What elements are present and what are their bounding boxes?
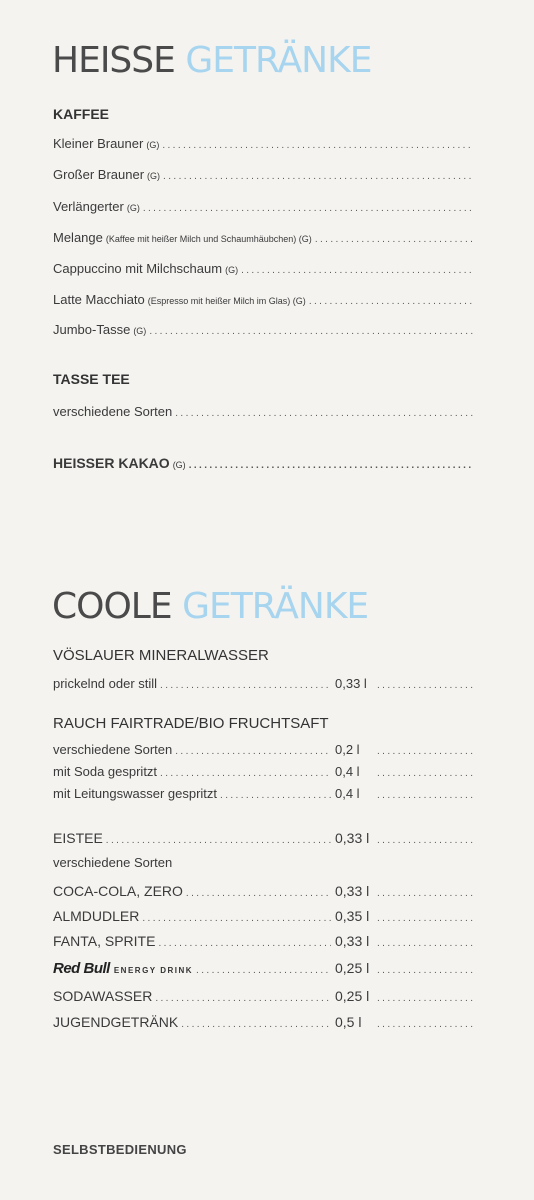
leader-dots [220,790,331,801]
leader-dots [377,938,473,949]
leader-dots [377,993,473,1004]
drink-item: SODAWASSER ..... 0,25 l ..... [53,988,473,1004]
drink-item: JUGENDGETRÄNK ..... 0,5 l ..... [53,1014,473,1030]
leader-dots [142,913,331,924]
menu-item: Latte Macchiato (Espresso mit heißer Milch im Glas) (G) ..... [53,292,473,307]
leader-dots [186,888,331,899]
drink-item: mit Leitungswasser gespritzt ..... 0,4 l ..... [53,786,473,801]
menu-item: Melange (Kaffee mit heißer Milch und Schaumhäubchen) (G) ..... [53,230,473,245]
leader-dots [160,680,331,691]
leader-dots [149,326,473,337]
leader-dots [143,203,473,214]
leader-dots [309,296,473,307]
leader-dots [189,460,473,471]
leader-dots [181,1019,331,1030]
kaffee-heading: KAFFEE [53,106,109,122]
tee-heading: TASSE TEE [53,371,130,387]
leader-dots [158,938,331,949]
leader-dots [155,993,331,1004]
redbull-item: Red Bull ENERGY DRINK ..... 0,25 l ..... [53,960,473,977]
leader-dots [315,234,473,245]
drink-item: FANTA, SPRITE ..... 0,33 l ..... [53,933,473,949]
drink-item: prickelnd oder still ..... 0,33 l ..... [53,676,473,691]
drink-item: verschiedene Sorten ..... 0,2 l ..... [53,742,473,757]
leader-dots [377,768,473,779]
voeslauer-heading: VÖSLAUER MINERALWASSER [53,647,269,664]
hot-drinks-title: HEISSE GETRÄNKE [52,40,372,81]
menu-item: Cappuccino mit Milchschaum (G) ..... [53,261,473,276]
leader-dots [377,888,473,899]
menu-item: Jumbo-Tasse (G) ..... [53,322,473,337]
menu-item: Kleiner Brauner (G) ..... [53,136,473,151]
leader-dots [377,835,473,846]
leader-dots [377,965,473,976]
drink-item: mit Soda gespritzt ..... 0,4 l ..... [53,764,473,779]
rauch-heading: RAUCH FAIRTRADE/BIO FRUCHTSAFT [53,715,329,732]
cool-drinks-title: COOLE GETRÄNKE [52,586,369,627]
leader-dots [377,913,473,924]
redbull-logo: Red Bull ENERGY DRINK [53,960,194,977]
leader-dots [162,140,473,151]
leader-dots [377,1019,473,1030]
leader-dots [175,408,473,419]
menu-item: Großer Brauner (G) ..... [53,167,473,182]
drink-item: COCA-COLA, ZERO ..... 0,33 l ..... [53,883,473,899]
leader-dots [175,746,331,757]
drink-item: EISTEE ..... 0,33 l ..... [53,830,473,846]
leader-dots [377,790,473,801]
leader-dots [106,835,331,846]
leader-dots [196,965,331,976]
footer-note: SELBSTBEDIENUNG [53,1142,187,1157]
eistee-subtitle: verschiedene Sorten [53,855,173,870]
kakao-item: HEISSER KAKAO (G) ..... [53,455,473,471]
leader-dots [241,265,473,276]
leader-dots [160,768,331,779]
leader-dots [377,680,473,691]
drink-item: ALMDUDLER ..... 0,35 l ..... [53,908,473,924]
leader-dots [377,746,473,757]
menu-item: verschiedene Sorten ..... [53,404,473,419]
menu-item: Verlängerter (G) ..... [53,199,473,214]
leader-dots [163,171,473,182]
